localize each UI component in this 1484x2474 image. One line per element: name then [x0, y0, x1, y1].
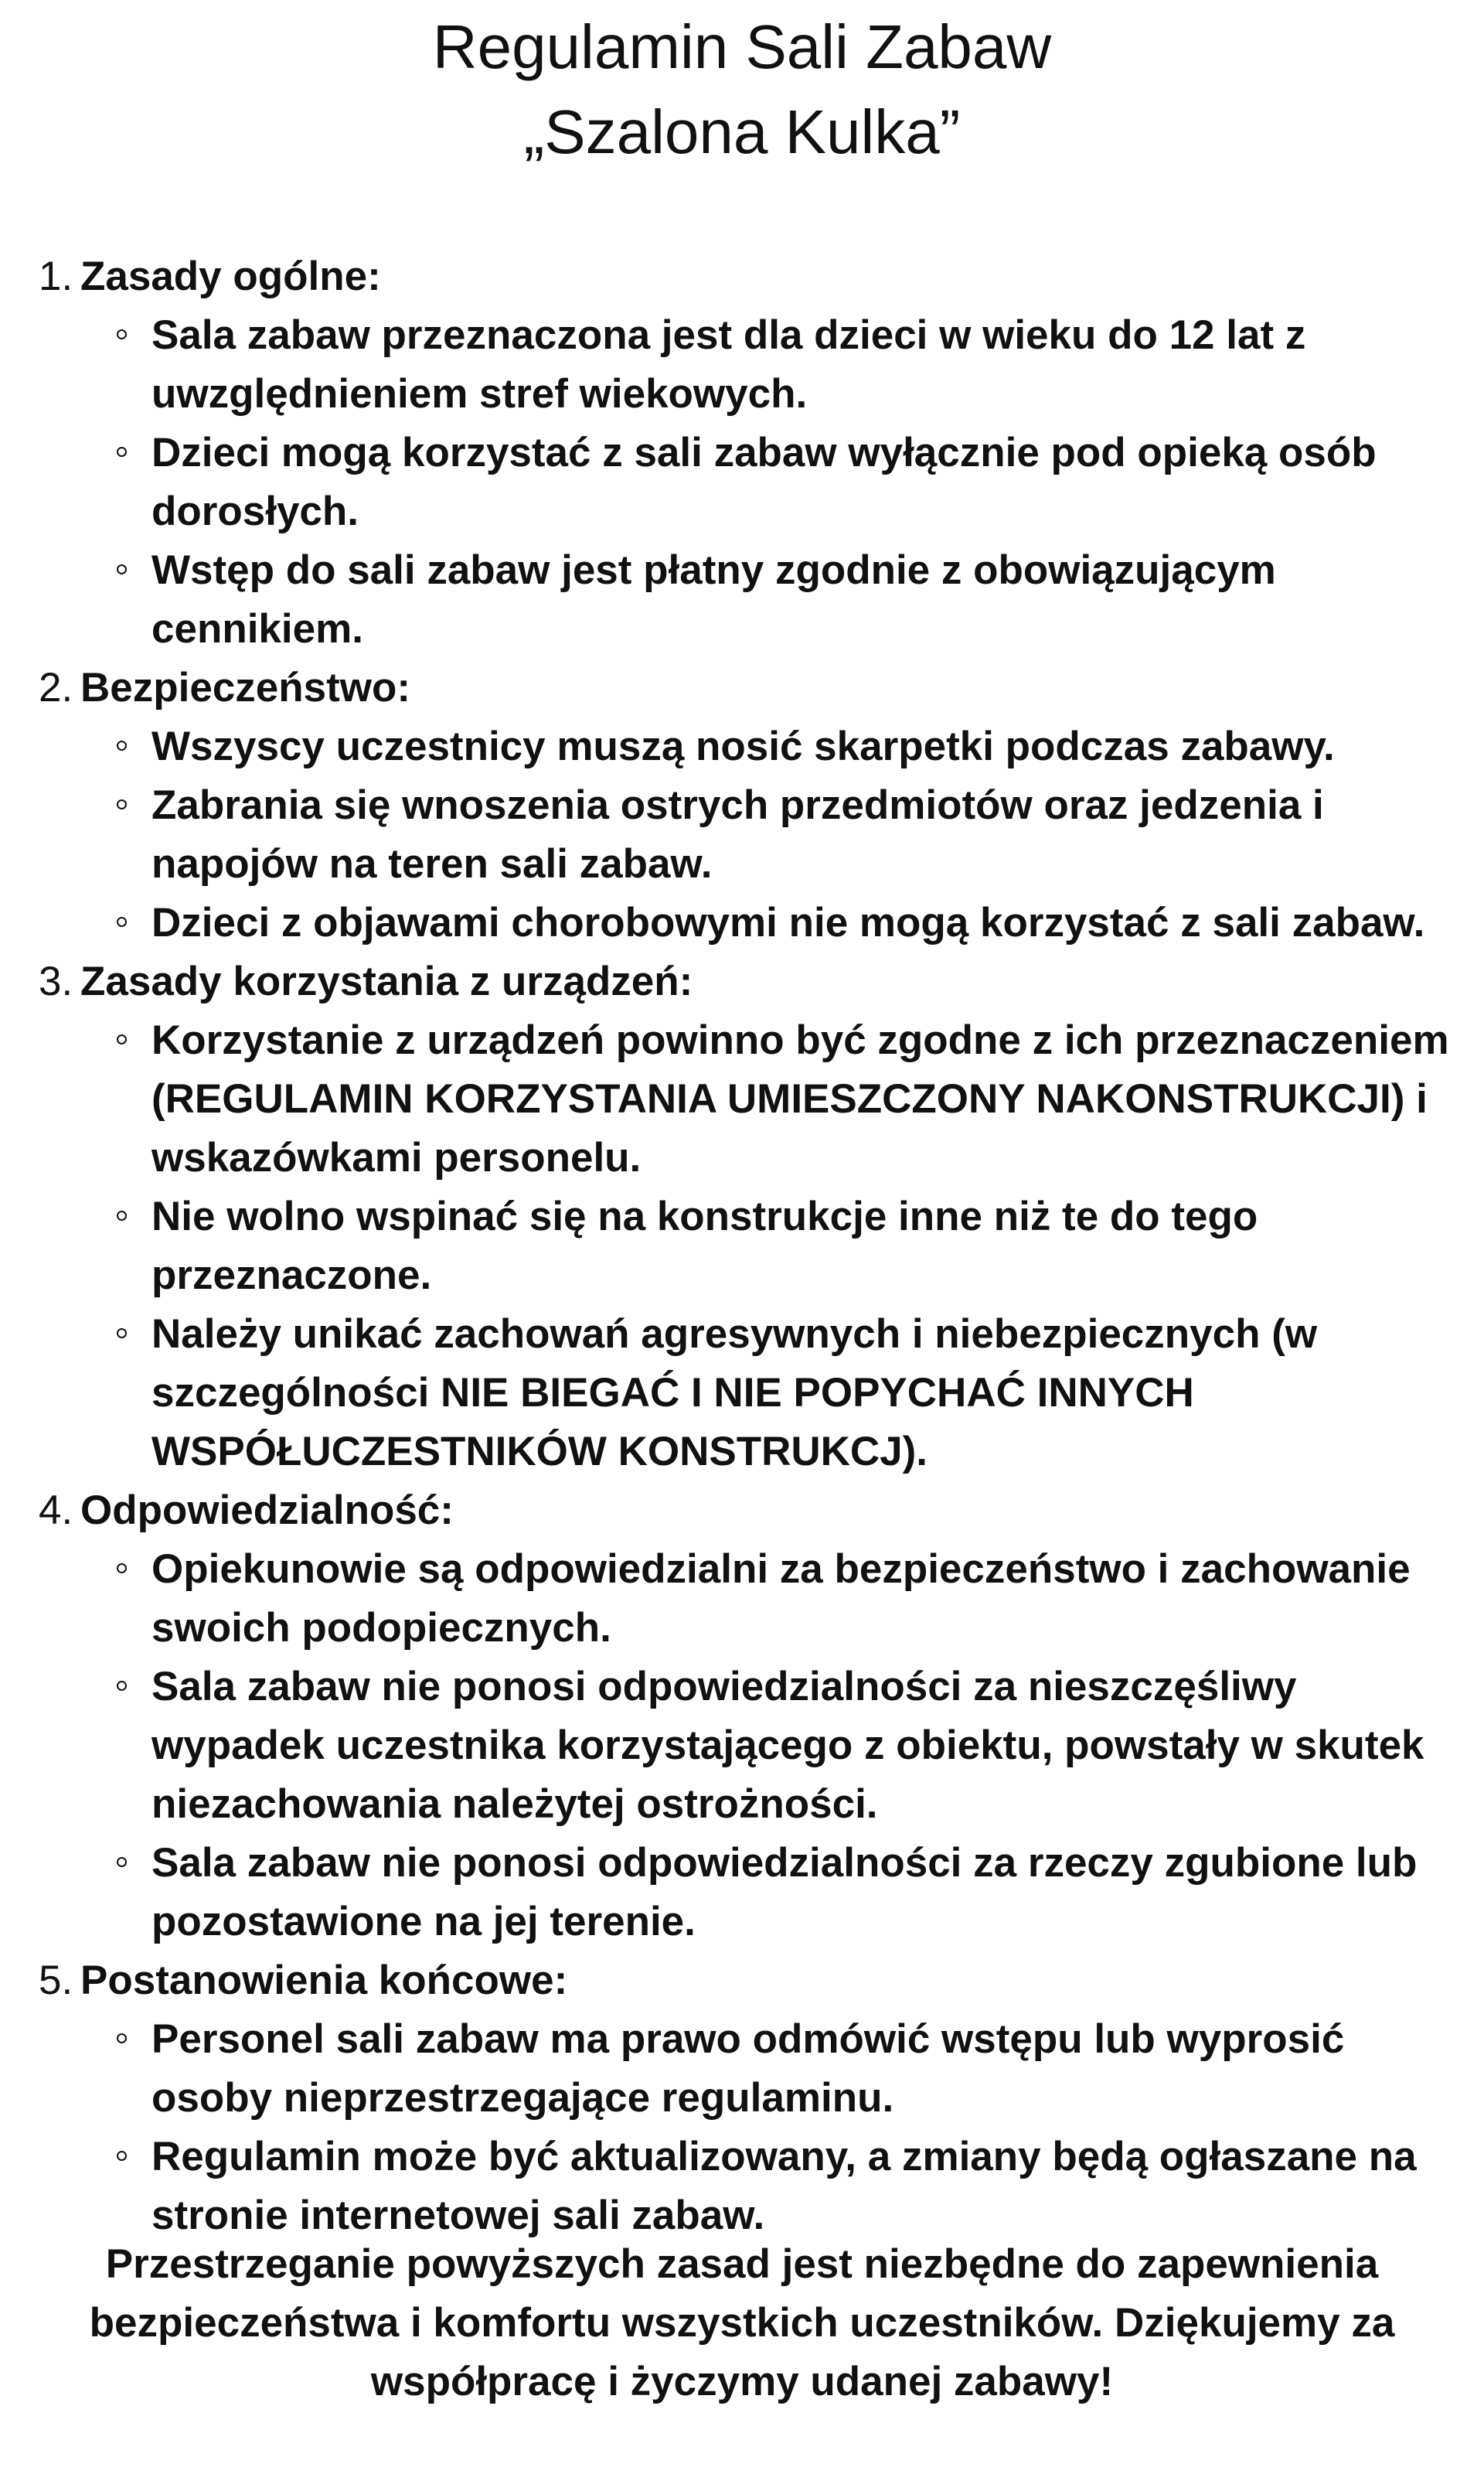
section-number: 3. [39, 959, 73, 1004]
list-item [151, 1305, 1476, 1481]
list-item-text: Wszyscy uczestnicy muszą nosić skarpetki podczas zabawy. [151, 724, 1335, 769]
list-item [151, 424, 1476, 541]
hollow-circle-bullet-icon [117, 917, 127, 927]
hollow-circle-bullet-icon [117, 1328, 127, 1338]
list-item-text: Sala zabaw nie ponosi odpowiedzialności za rzeczy zgubione lub pozostawione na jej terenie. [151, 1840, 1418, 1944]
bullet-list [39, 1540, 1476, 1951]
section-title: Zasady ogólne: [80, 254, 381, 299]
bullet-list [39, 717, 1476, 952]
rules-list [39, 247, 1476, 2245]
list-item [151, 1834, 1476, 1951]
section-title: Postanowienia końcowe: [80, 1958, 568, 2003]
list-item [151, 2128, 1476, 2245]
section-responsibility [39, 1481, 1476, 1951]
section-general-rules [39, 247, 1476, 659]
list-item [151, 1540, 1476, 1658]
list-item [151, 717, 1476, 776]
hollow-circle-bullet-icon [117, 1211, 127, 1221]
list-item-text: Zabrania się wnoszenia ostrych przedmiotów oraz jedzenia i napojów na teren sali zabaw. [151, 782, 1324, 887]
section-heading [39, 952, 1476, 1011]
list-item-text: Personel sali zabaw ma prawo odmówić wstępu lub wyprosić osoby nieprzestrzegające regulaminu. [151, 2016, 1345, 2121]
section-safety [39, 659, 1476, 952]
list-item [151, 2010, 1476, 2128]
closing-statement: Przestrzeganie powyższych zasad jest niezbędne do zapewnienia bezpieczeństwa i komfortu wszystkich uczestników. Dziękujemy za współpracę i życzymy udanej zabawy! [89, 2241, 1395, 2404]
section-heading [39, 247, 1476, 306]
list-item-text: Sala zabaw przeznaczona jest dla dzieci w wieku do 12 lat z uwzględnieniem stref wiekowych. [151, 312, 1306, 417]
list-item [151, 776, 1476, 894]
hollow-circle-bullet-icon [117, 447, 127, 457]
hollow-circle-bullet-icon [117, 799, 127, 809]
list-item-text: Dzieci z objawami chorobowymi nie mogą korzystać z sali zabaw. [151, 900, 1425, 946]
hollow-circle-bullet-icon [117, 1681, 127, 1691]
hollow-circle-bullet-icon [117, 2151, 127, 2161]
section-number: 5. [39, 1958, 73, 2003]
hollow-circle-bullet-icon [117, 1857, 127, 1867]
list-item-text: Sala zabaw nie ponosi odpowiedzialności za nieszczęśliwy wypadek uczestnika korzystającego z obiektu, powstały w skutek niezachowania należytej ostrożności. [151, 1664, 1424, 1827]
list-item-text: Regulamin może być aktualizowany, a zmiany będą ogłaszane na stronie internetowej sali zabaw. [151, 2134, 1417, 2238]
section-title: Bezpieczeństwo: [80, 665, 411, 711]
section-title: Zasady korzystania z urządzeń: [80, 959, 693, 1004]
bullet-list [39, 306, 1476, 659]
list-item [151, 1011, 1476, 1188]
bullet-list [39, 1011, 1476, 1481]
list-item-text: Opiekunowie są odpowiedzialni za bezpieczeństwo i zachowanie swoich podopiecznych. [151, 1546, 1411, 1651]
list-item-text: Należy unikać zachowań agresywnych i niebezpiecznych (w szczególności NIE BIEGAĆ I NIE POPYCHAĆ INNYCH WSPÓŁUCZESTNIKÓW KONSTRUKCJ). [151, 1311, 1318, 1474]
hollow-circle-bullet-icon [117, 1034, 127, 1044]
hollow-circle-bullet-icon [117, 329, 127, 339]
list-item-text: Dzieci mogą korzystać z sali zabaw wyłącznie pod opieką osób dorosłych. [151, 430, 1377, 534]
list-item [151, 306, 1476, 424]
bullet-list [39, 2010, 1476, 2245]
section-number: 2. [39, 665, 73, 711]
list-item [151, 894, 1476, 952]
list-item [151, 1188, 1476, 1305]
section-number: 1. [39, 254, 73, 299]
list-item [151, 541, 1476, 659]
hollow-circle-bullet-icon [117, 2033, 127, 2043]
list-item [151, 1658, 1476, 1834]
list-item-text: Wstęp do sali zabaw jest płatny zgodnie z obowiązującym cennikiem. [151, 547, 1276, 652]
list-item-text: Korzystanie z urządzeń powinno być zgodne z ich przeznaczeniem (REGULAMIN KORZYSTANIA UMIESZCZONY NAKONSTRUKCJI) i wskazówkami personelu. [151, 1017, 1449, 1181]
section-number: 4. [39, 1487, 73, 1533]
section-heading [39, 1951, 1476, 2010]
hollow-circle-bullet-icon [117, 1563, 127, 1573]
section-final-provisions [39, 1951, 1476, 2245]
section-heading [39, 659, 1476, 717]
document-title: Regulamin Sali Zabaw [432, 12, 1052, 81]
section-heading [39, 1481, 1476, 1540]
section-title: Odpowiedzialność: [80, 1487, 454, 1533]
hollow-circle-bullet-icon [117, 564, 127, 574]
hollow-circle-bullet-icon [117, 741, 127, 751]
document-subtitle: „Szalona Kulka” [523, 97, 961, 166]
title-block [0, 5, 1484, 175]
section-equipment-rules [39, 952, 1476, 1481]
list-item-text: Nie wolno wspinać się na konstrukcje inne niż te do tego przeznaczone. [151, 1194, 1258, 1298]
